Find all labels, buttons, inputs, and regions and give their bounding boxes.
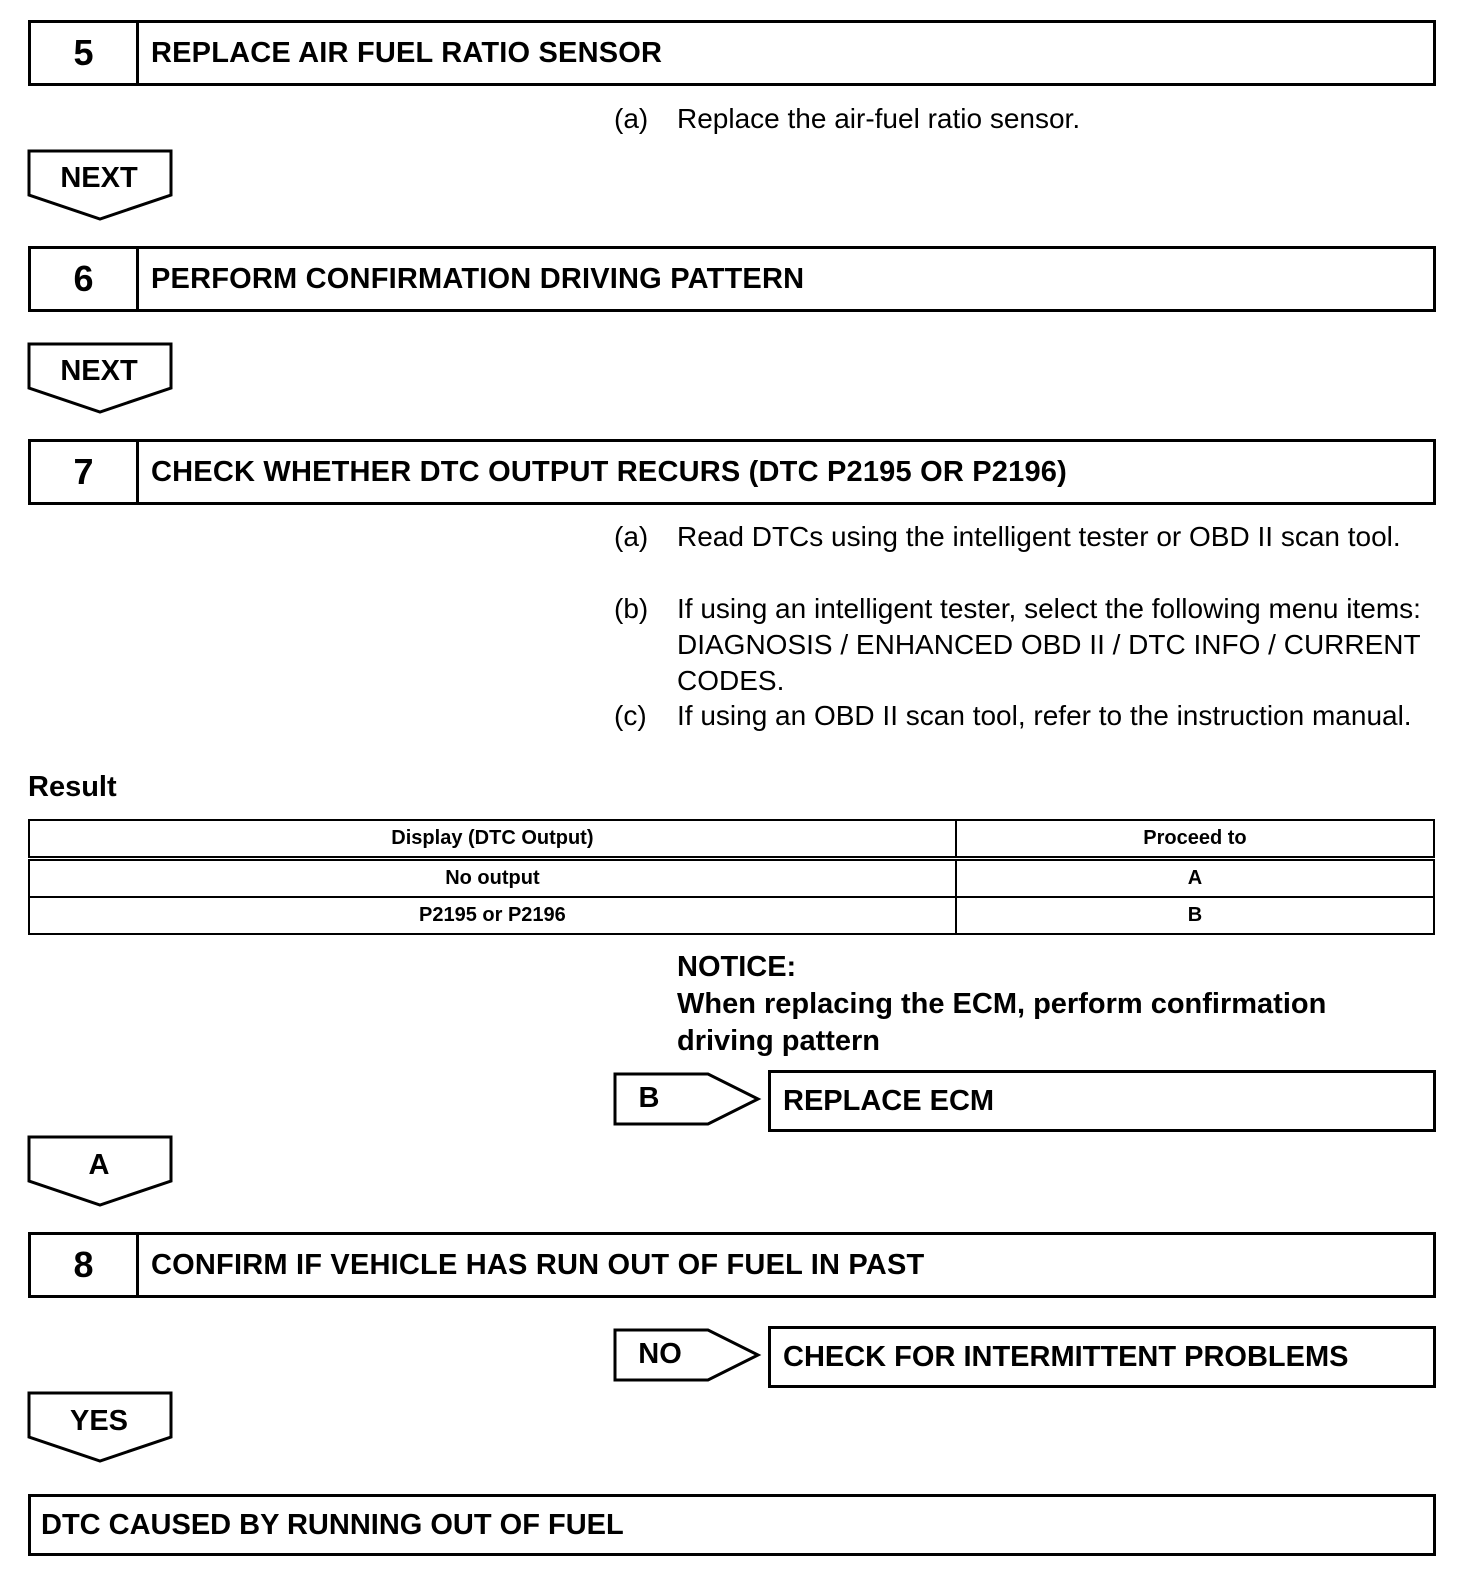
- intermittent-box: CHECK FOR INTERMITTENT PROBLEMS: [768, 1326, 1436, 1388]
- step-number: 6: [31, 249, 139, 309]
- item-letter: (a): [614, 521, 649, 552]
- table-header: Display (DTC Output): [29, 820, 956, 859]
- table-cell: P2195 or P2196: [29, 897, 956, 934]
- item-text: Replace the air-fuel ratio sensor.: [677, 103, 1081, 134]
- item-letter: (c): [614, 700, 647, 731]
- item-text: If using an intelligent tester, select the following menu items: DIAGNOSIS / ENHANCED OBD II / DTC INFO / CURRENT CODES.: [677, 593, 1421, 696]
- result-table: [28, 819, 1435, 935]
- step-number: 5: [31, 23, 139, 83]
- table-cell: A: [956, 859, 1434, 898]
- table-row: [29, 859, 1434, 898]
- step-7-item-a: [614, 519, 1434, 555]
- step-title: CONFIRM IF VEHICLE HAS RUN OUT OF FUEL IN PAST: [151, 1248, 925, 1281]
- item-letter: (b): [614, 593, 649, 624]
- step-8-header: [28, 1232, 1436, 1298]
- step-7-header: [28, 439, 1436, 505]
- table-header: Proceed to: [956, 820, 1434, 859]
- step-title: CHECK WHETHER DTC OUTPUT RECURS (DTC P2195 OR P2196): [151, 455, 1067, 488]
- step-5-header: [28, 20, 1436, 86]
- notice-text: When replacing the ECM, perform confirmation driving pattern: [677, 988, 1327, 1057]
- step-7-item-c: [614, 698, 1434, 734]
- step-6-header: [28, 246, 1436, 312]
- next-label: NEXT: [60, 162, 138, 194]
- step-title: PERFORM CONFIRMATION DRIVING PATTERN: [151, 262, 805, 295]
- result-label: Result: [28, 771, 117, 803]
- step-number: 7: [31, 442, 139, 502]
- step-title: REPLACE AIR FUEL RATIO SENSOR: [151, 36, 663, 69]
- final-result-box: DTC CAUSED BY RUNNING OUT OF FUEL: [28, 1494, 1436, 1556]
- next-label: NEXT: [60, 355, 138, 387]
- step-number: 8: [31, 1235, 139, 1295]
- no-label: NO: [638, 1338, 682, 1370]
- item-text: Read DTCs using the intelligent tester or OBD II scan tool.: [677, 521, 1401, 552]
- item-text: If using an OBD II scan tool, refer to the instruction manual.: [677, 700, 1412, 731]
- notice-title: NOTICE:: [677, 951, 797, 983]
- table-header-row: [29, 820, 1434, 859]
- item-letter: (a): [614, 103, 649, 134]
- yes-label: YES: [69, 1405, 129, 1437]
- step-5-item-a: [614, 101, 1434, 137]
- table-cell: No output: [29, 859, 956, 898]
- table-row: [29, 897, 1434, 934]
- notice-block: [677, 949, 1417, 1060]
- a-label: A: [88, 1149, 110, 1181]
- replace-ecm-box: REPLACE ECM: [768, 1070, 1436, 1132]
- step-7-item-b: [614, 591, 1434, 699]
- table-cell: B: [956, 897, 1434, 934]
- b-label: B: [638, 1082, 660, 1114]
